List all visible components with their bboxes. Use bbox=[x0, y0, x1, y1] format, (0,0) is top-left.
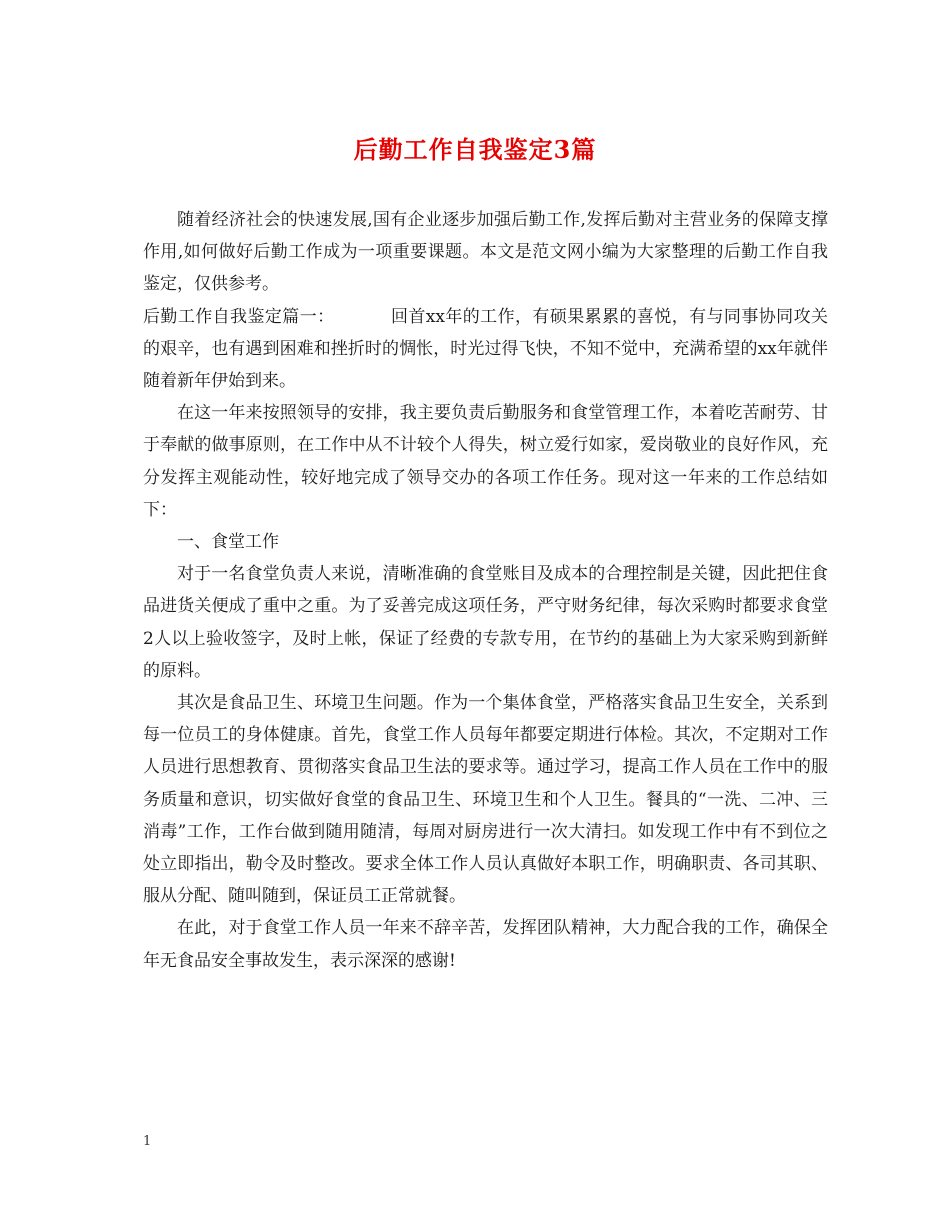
section-heading: 后勤工作自我鉴定篇一： bbox=[143, 306, 335, 327]
body-paragraph: 对于一名食堂负责人来说，清晰准确的食堂账目及成本的合理控制是关键，因此把住食品进货关便成了重中之重。为了妥善完成这项任务，严守财务纪律，每次采购时都要求食堂2人以上验收签字，及时上帐，保证了经费的专款专用，在节约的基础上为大家采购到新鲜的原料。 bbox=[143, 564, 828, 681]
document-title: 后勤工作自我鉴定3篇 bbox=[353, 135, 597, 164]
body-paragraph: 在此，对于食堂工作人员一年来不辞辛苦，发挥团队精神，大力配合我的工作，确保全年无食品安全事故发生，表示深深的感谢! bbox=[143, 918, 828, 971]
document-body bbox=[143, 204, 828, 977]
page-number: 1 bbox=[143, 1134, 152, 1149]
body-paragraph: 其次是食品卫生、环境卫生问题。作为一个集体食堂，严格落实食品卫生安全，关系到每一位员工的身体健康。首先，食堂工作人员每年都要定期进行体检。其次，不定期对工作人员进行思想教育、贯彻落实食品卫生法的要求等。通过学习，提高工作人员在工作中的服务质量和意识，切实做好食堂的食品卫生、环境卫生和个人卫生。餐具的“一洗、二冲、三消毒”工作，工作台做到随用随清，每周对厨房进行一次大清扫。如发现工作中有不到位之处立即指出，勒令及时整改。要求全体工作人员认真做好本职工作，明确职责、各司其职、服从分配、随叫随到，保证员工正常就餐。 bbox=[143, 693, 828, 907]
body-paragraph: 在这一年来按照领导的安排，我主要负责后勤服务和食堂管理工作，本着吃苦耐劳、甘于奉献的做事原则，在工作中从不计较个人得失，树立爱行如家，爱岗敬业的良好作风，充分发挥主观能动性，较好地完成了领导交办的各项工作任务。现对这一年来的工作总结如下： bbox=[143, 403, 828, 520]
section-one-paragraph bbox=[143, 301, 828, 398]
subsection-heading: 一、食堂工作 bbox=[177, 532, 279, 553]
section-opening: 回首xx年的工作，有硕果累累的喜悦，有与同事协同攻关的艰辛，也有遇到困难和挫折时的惆怅，时光过得飞快，不知不觉中，充满希望的xx年就伴随着新年伊始到来。 bbox=[143, 306, 828, 392]
intro-paragraph: 随着经济社会的快速发展,国有企业逐步加强后勤工作,发挥后勤对主营业务的保障支撑作用,如何做好后勤工作成为一项重要课题。本文是范文网小编为大家整理的后勤工作自我鉴定，仅供参考。 bbox=[143, 210, 828, 295]
